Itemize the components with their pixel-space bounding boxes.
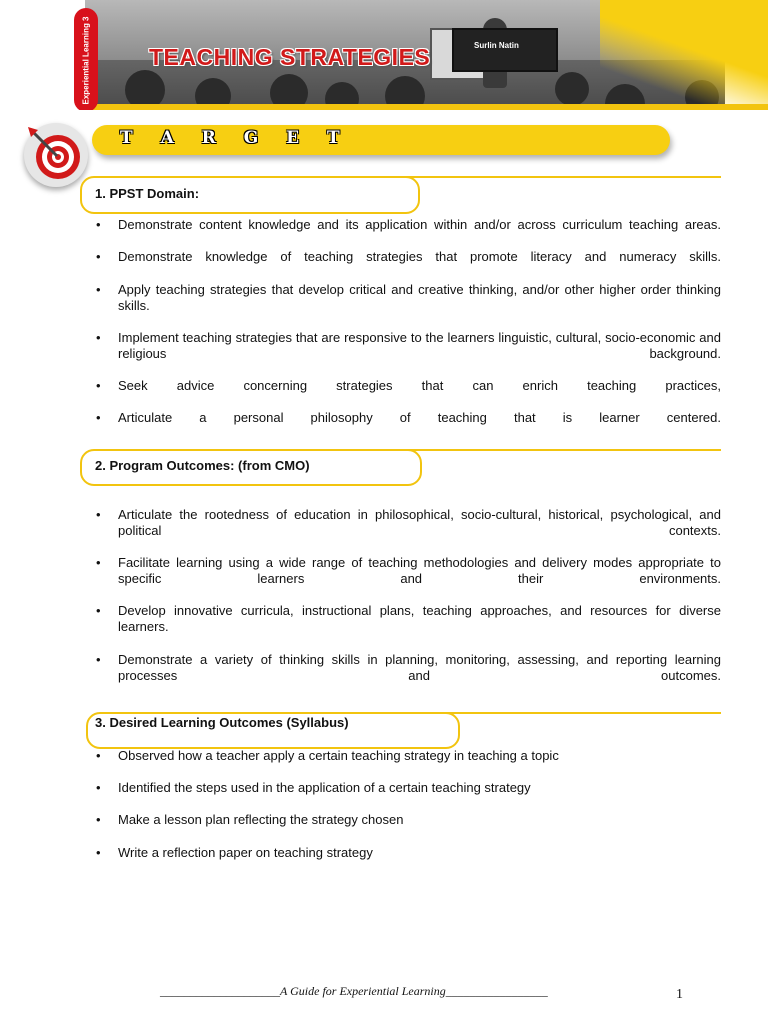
list-item: Demonstrate a variety of thinking skills in planning, monitoring, assessing, and reporting learning processes and outcomes. <box>118 652 721 683</box>
side-tab-label: Experiential Learning 3 <box>81 15 91 105</box>
list-item: Develop innovative curricula, instructional plans, teaching approaches, and resources for diverse learners. <box>118 603 721 634</box>
list-item: Observed how a teacher apply a certain teaching strategy in teaching a topic <box>118 748 559 763</box>
bullet-icon: • <box>96 812 101 827</box>
side-tab <box>74 8 98 110</box>
list-item: Facilitate learning using a wide range of teaching methodologies and delivery modes appropriate to specific learners and their environments. <box>118 555 721 586</box>
page-title: TEACHING STRATEGIES <box>149 44 431 70</box>
section-title: 2. Program Outcomes: (from CMO) <box>95 458 310 473</box>
list-item: Articulate a personal philosophy of teaching that is learner centered. <box>118 410 721 425</box>
page-number: 1 <box>676 987 683 1002</box>
list-item: Apply teaching strategies that develop critical and creative thinking, and/or other higher order thinking skills. <box>118 282 721 313</box>
gold-strip <box>85 104 768 110</box>
screen-caption: Surlin Natin <box>474 41 519 50</box>
projector-screen <box>452 28 558 72</box>
list-item: Articulate the rootedness of education in philosophical, socio-cultural, historical, psychological, and political contexts. <box>118 507 721 538</box>
list-item: Make a lesson plan reflecting the strategy chosen <box>118 812 404 827</box>
bullet-icon: • <box>96 330 101 345</box>
section-rule <box>400 176 721 178</box>
list-item: Identified the steps used in the application of a certain teaching strategy <box>118 780 531 795</box>
target-heading: T A R G E T <box>120 128 351 148</box>
list-item: Demonstrate knowledge of teaching strategies that promote literacy and numeracy skills. <box>118 249 721 264</box>
yellow-swoosh <box>600 0 768 110</box>
list-item: Demonstrate content knowledge and its application within and/or across curriculum teaching areas. <box>118 217 721 232</box>
bullet-icon: • <box>96 378 101 393</box>
bullet-icon: • <box>96 845 101 860</box>
footer-caption: ____________________A Guide for Experiential Learning_________________ <box>160 984 548 998</box>
bullet-icon: • <box>96 217 101 232</box>
bullet-icon: • <box>96 780 101 795</box>
section-rule <box>400 449 721 451</box>
bullet-icon: • <box>96 603 101 618</box>
bullet-icon: • <box>96 555 101 570</box>
section-title: 1. PPST Domain: <box>95 186 200 201</box>
bullet-icon: • <box>96 652 101 667</box>
list-item: Seek advice concerning strategies that can enrich teaching practices, <box>118 378 721 393</box>
list-item: Write a reflection paper on teaching strategy <box>118 845 373 860</box>
section-title: 3. Desired Learning Outcomes (Syllabus) <box>95 715 349 730</box>
bullet-icon: • <box>96 249 101 264</box>
bullet-icon: • <box>96 410 101 425</box>
list-item: Implement teaching strategies that are responsive to the learners linguistic, cultural, socio-economic and religious background. <box>118 330 721 361</box>
bullet-icon: • <box>96 748 101 763</box>
target-icon <box>24 123 88 187</box>
header-banner <box>0 0 768 110</box>
bullet-icon: • <box>96 507 101 522</box>
bullet-icon: • <box>96 282 101 297</box>
section-rule <box>440 712 721 714</box>
